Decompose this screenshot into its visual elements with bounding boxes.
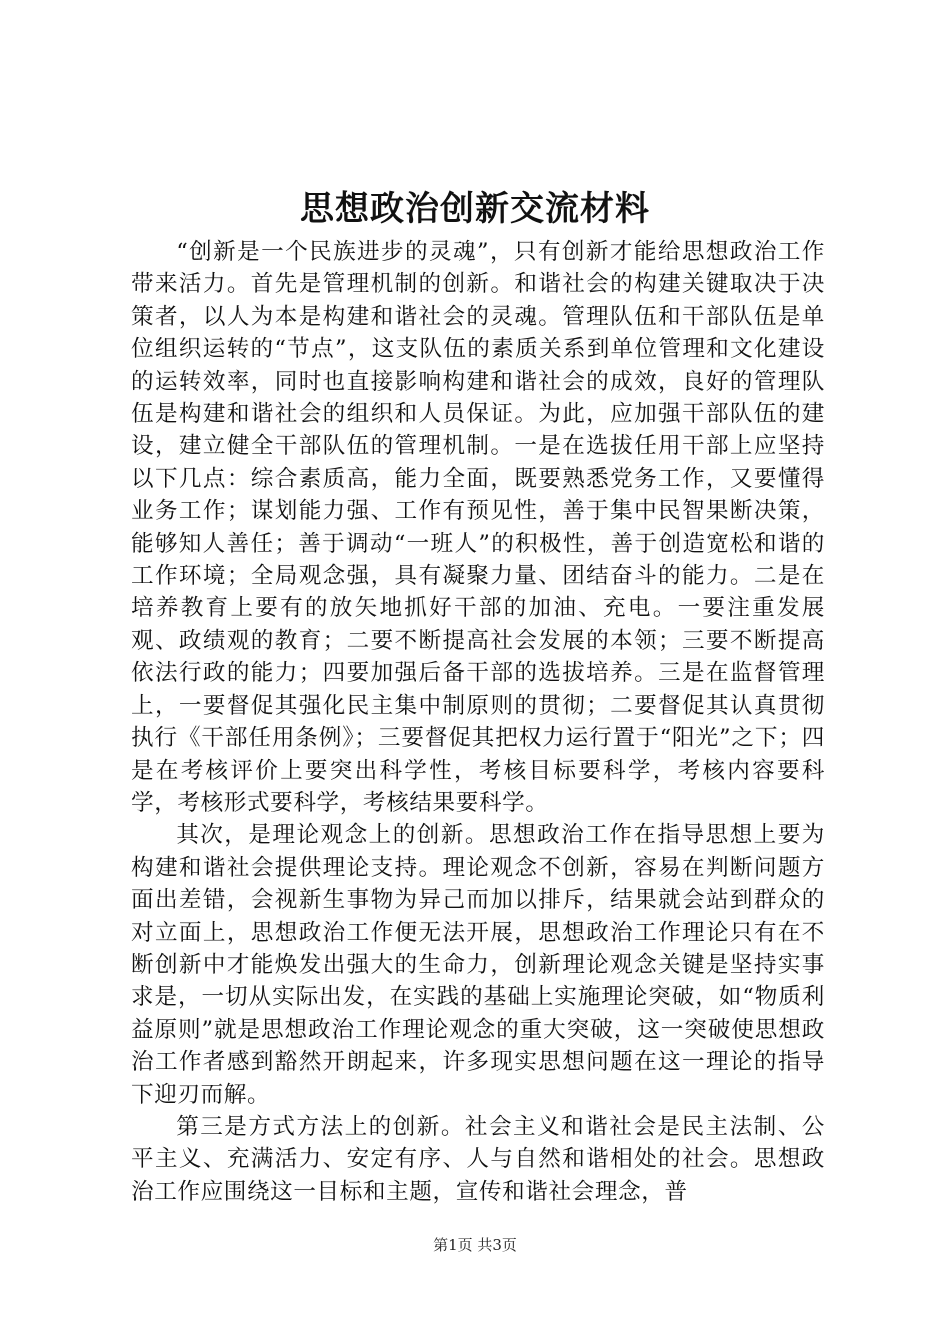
paragraph-2: 其次，是理论观念上的创新。思想政治工作在指导思想上要为构建和谐社会提供理论支持。理论观念不创新，容易在判断问题方面出差错，会视新生事物为异己而加以排斥，结果就会站到群众的对立面上，思想政治工作便无法开展，思想政治工作理论只有在不断创新中才能焕发出强大的生命力，创新理论观念关键是坚持实事求是，一切从实际出发，在实践的基础上实施理论突破，如“物质利益原则”就是思想政治工作理论观念的重大突破，这一突破使思想政治工作者感到豁然开朗起来，许多现实思想问题在这一理论的指导下迎刃而解。 [131,822,825,1108]
page-footer: 第1页 共3页 [433,1236,517,1254]
paragraph-3: 第三是方式方法上的创新。社会主义和谐社会是民主法制、公平主义、充满活力、安定有序、人与自然和谐相处的社会。思想政治工作应围绕这一目标和主题，宣传和谐社会理念，普 [131,1113,825,1205]
paragraph-1: “创新是一个民族进步的灵魂”，只有创新才能给思想政治工作带来活力。首先是管理机制的创新。和谐社会的构建关键取决于决策者，以人为本是构建和谐社会的灵魂。管理队伍和干部队伍是单位组织运转的“节点”，这支队伍的素质关系到单位管理和文化建设的运转效率，同时也直接影响构建和谐社会的成效，良好的管理队伍是构建和谐社会的组织和人员保证。为此，应加强干部队伍的建设，建立健全干部队伍的管理机制。一是在选拔任用干部上应坚持以下几点：综合素质高，能力全面，既要熟悉党务工作，又要懂得业务工作；谋划能力强、工作有预见性，善于集中民智果断决策，能够知人善任；善于调动“一班人”的积极性，善于创造宽松和谐的工作环境；全局观念强，具有凝聚力量、团结奋斗的能力。二是在培养教育上要有的放矢地抓好干部的加油、充电。一要注重发展观、政绩观的教育；二要不断提高社会发展的本领；三要不断提高依法行政的能力；四要加强后备干部的选拔培养。三是在监督管理上，一要督促其强化民主集中制原则的贯彻；二要督促其认真贯彻执行《干部任用条例》；三要督促其把权力运行置于“阳光”之下；四是在考核评价上要突出科学性，考核目标要科学，考核内容要科学，考核形式要科学，考核结果要科学。 [131,239,825,816]
page-title: 思想政治创新交流材料 [300,189,650,229]
document-body [131,236,825,1208]
